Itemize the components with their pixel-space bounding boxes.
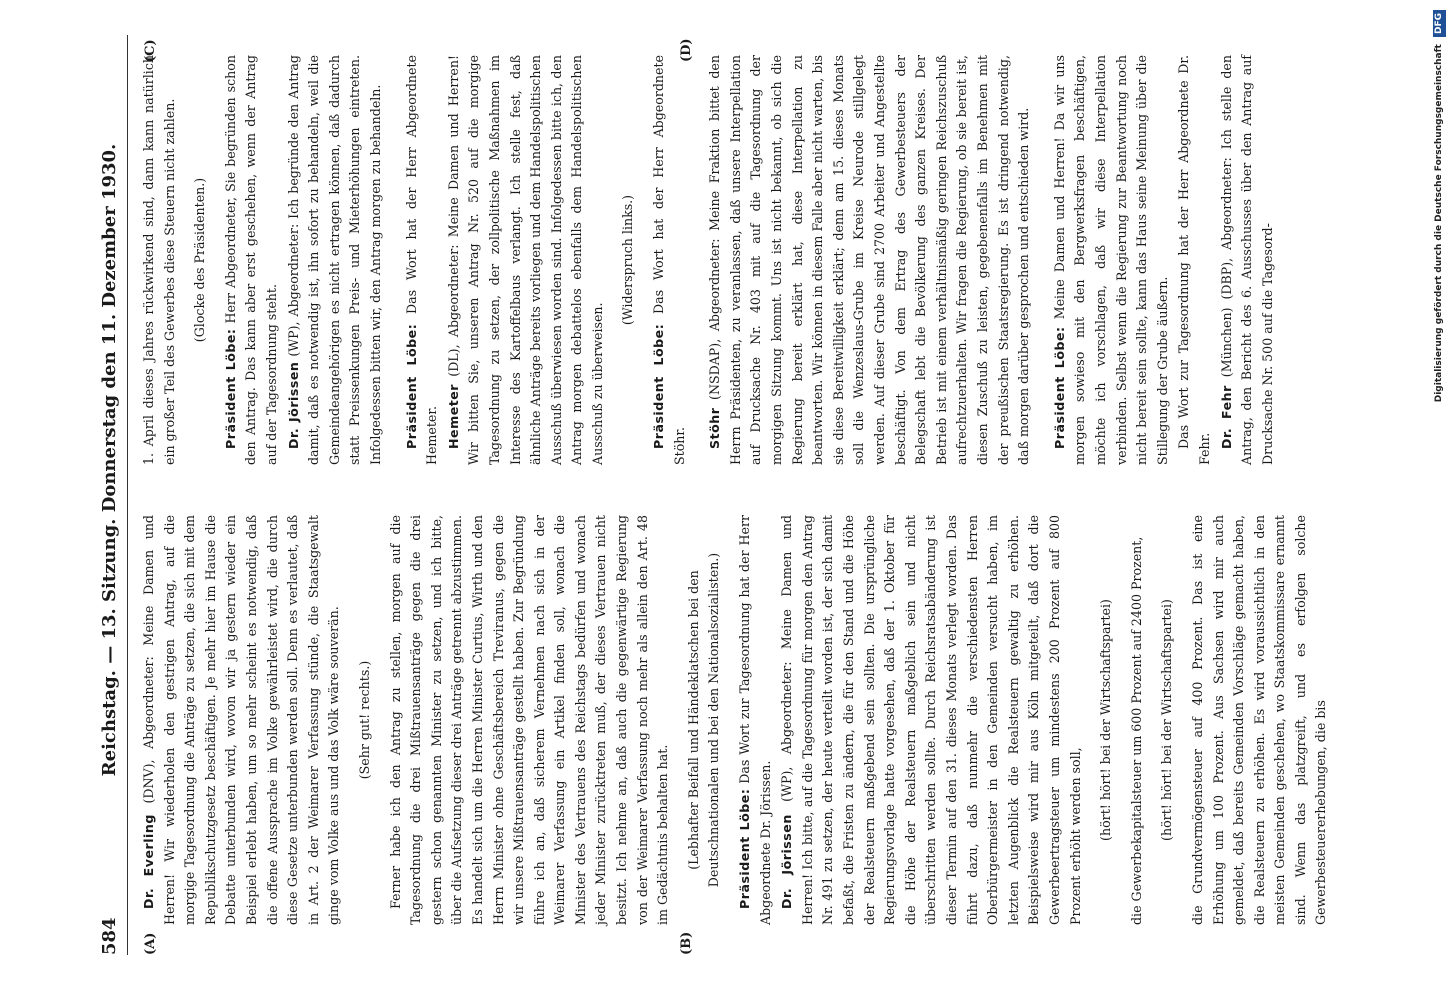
speaker-name: Stöhr [707, 407, 723, 449]
spacer [388, 55, 402, 465]
speaker-name: Dr. Jörissen [285, 361, 301, 449]
spacer [1036, 55, 1050, 465]
margin-marker-c: (C) [143, 39, 158, 62]
margin-marker-b: (B) [679, 931, 694, 955]
speech-president [735, 515, 776, 925]
margin-marker-d: (D) [679, 38, 694, 62]
speech-text: Das Wort zur Tagesordnung hat der Herr Abgeordnete Dr. Jörissen. [737, 515, 773, 925]
speaker-name: Präsident Löbe: [1051, 326, 1067, 449]
speech-president [402, 55, 443, 465]
speech-paragraph: die Gewerbekapitalsteuer um 600 Prozent auf 2400 Prozent, [1128, 536, 1144, 925]
speech-joerissen [777, 515, 1086, 925]
speech-text: Meine Damen und Herren! Da wir uns morgen sowieso mit den Bergwerksfragen beschäftigen, möchte ich vorschlagen, daß wir diese Interpellation verbinden. Selbst wenn die Regierung zur Beantwortung noch nicht bereit sein sollte, kann das Haus seine Meinung über die Stillegung der Grube äußern. [1051, 54, 1170, 465]
speech-text: (München) (DBP), Abgeordneter: Ich stelle den Antrag, den Bericht des 6. Ausschusses über den Antrag auf Drucksache Nr. 500 auf die Tagesord- [1218, 55, 1275, 465]
speech-paragraph: Das Wort zur Tagesordnung hat der Herr Abgeordnete Dr. Fehr. [1176, 55, 1212, 465]
right-column [139, 55, 1319, 465]
speech-president [1050, 55, 1174, 465]
speech-text: Herr Abgeordneter, Sie begründen schon den Antrag. Das kann aber erst geschehen, wenn der Antrag auf der Tagesordnung steht. [222, 55, 279, 465]
speech-text: Das Wort hat der Herr Abgeordnete Stöhr. [651, 55, 687, 465]
speaker-name: Präsident Löbe: [403, 323, 419, 449]
speaker-name: Dr. Everling [141, 814, 156, 909]
stage-direction: (Widerspruch links.) [620, 194, 636, 326]
speech-paragraph: die Grundvermögensteuer auf 400 Prozent. Das ist eine Erhöhung um 100 Prozent. Aus Sachsen wird mir auch gemeldet, daß bereits Gemeinden Vorschläge gemacht haben, die Realsteuern zu erhöhen. Es wird voraussichtlich in den meisten Gemeinden geschehen, wo Staatskommissare ernannt sind. Wenn das platzgreift, und es erfolgen solche Gewerbesteuererhebungen, die bis [1189, 515, 1329, 925]
speech-joerissen [284, 55, 387, 465]
speech-text: (DL), Abgeordneter: Meine Damen und Herren! Wir bitten Sie, unseren Antrag Nr. 520 auf die morgige Tagesordnung zu setzen, der zollpolitische Maßnahmen im Interesse des Kartoffelbaus verlangt. Ich stelle fest, daß ähnliche Anträge bereits vorliegen und dem Handelspolitischen Ausschuß überwiesen worden sind. Infolgedessen bitte ich, den Antrag morgen debattelos ebenfalls dem Handelspolitischen Ausschuß zu überweisen. [445, 55, 605, 465]
stage-direction: (Glocke des Präsidenten.) [192, 177, 208, 343]
speech-paragraph: Ferner habe ich den Antrag zu stellen, morgen auf die Tagesordnung die drei Mißtrauensanträge gegen die drei gestern schon genannten Minister zu setzen, und ich bitte, über die Aufsetzung dieser drei Anträge getrennt abzustimmen. Es handelt sich um die Herren Minister Curtius, Wirth und den Herrn Minister ohne Geschäftsbereich Treviranus, gegen die wir unsere Mißtrauensanträge gestellt haben. Zur Begründung führe ich an, daß sicherem Vernehmen nach sich in der Weimarer Verfassung ein Artikel finden soll, wonach die Minister des Vertrauens des Reichstags bedürfen und wonach jeder Minister zurücktreten muß, der dieses Vertrauen nicht besitzt. Ich nehme an, daß auch die gegenwärtige Regierung von der Weimarer Verfassung noch mehr als allein den Art. 48 im Gedächtnis behalten hat. [387, 515, 671, 925]
speech-paragraph: 1. April dieses Jahres rückwirkend sind, dann kann natürlich ein großer Teil des Gewerbes diese Steuern nicht zahlen. [141, 55, 177, 465]
credit-text: Digitalisierung gefördert durch die Deutsche Forschungsgemeinschaft [1434, 44, 1444, 403]
speech-text: Das Wort hat der Herr Abgeordnete Hemeter. [403, 55, 440, 465]
stage-direction: (Sehr gut! rechts.) [356, 660, 372, 780]
spacer [691, 55, 705, 465]
rotated-page [95, 35, 1345, 955]
speech-text: (WP), Abgeordneter: Ich begründe den Antrag damit, daß es notwendig ist, ihn sofort zu behandeln, weil die Gemeindeangehörigen es nicht ertragen können, daß dadurch statt Preissenkungen Preis- und Mieterhöhungen eintreten. Infolgedessen bitten wir, den Antrag morgen zu behandeln. [285, 55, 383, 465]
speech-everling [139, 515, 345, 925]
dfg-logo: DFG [1433, 10, 1446, 37]
speaker-name: Präsident Löbe: [222, 328, 238, 449]
speaker-name: Dr. Fehr [1218, 385, 1234, 449]
speech-president [649, 55, 690, 465]
speech-fehr [1217, 55, 1279, 465]
margin-marker-a: (A) [143, 932, 158, 955]
speech-hemeter [444, 55, 609, 465]
speech-text: (NSDAP), Abgeordneter: Meine Fraktion bittet den Herrn Präsidenten, zu veranlassen, daß unsere Interpellation auf Drucksache Nr. 403 mit auf die Tagesordnung der morgigen Sitzung kommt. Uns ist nicht bekannt, ob sich die Regierung bereit erklärt hat, diese Interpellation zu beantworten. Wir können in diesem Falle aber nicht warten, bis sie diese Bereitwilligkeit erklärt; denn am 15. dieses Monats soll die Wenzeslaus-Grube im Kreise Neurode stillgelegt werden. Auf dieser Grube sind 2700 Arbeiter und Angestellte beschäftigt. Von dem Ertrag des Gewerbesteuers der Belegschaft lebt die Bevölkerung des ganzen Kreises. Der Betrieb ist mit einem verhältnismäßig geringen Reichszuschuß aufrechtzuerhalten. Wir fragen die Regierung, ob sie bereit ist, diesen Zuschuß zu leisten, gegebenenfalls im Benehmen mit der preußischen Staatsregierung. Es ist dringend notwendig, daß morgen darüber gesprochen und entschieden wird. [707, 55, 1032, 465]
page-header [95, 35, 131, 955]
speech-president [221, 55, 283, 465]
page-number: 584 [99, 917, 120, 955]
digitization-credit [1412, 10, 1444, 990]
speech-stoehr [705, 55, 1035, 465]
speech-text: (WP), Abgeordneter: Meine Damen und Herren! Ich bitte, auf die Tagesordnung für morgen den Antrag Nr. 491 zu setzen, der heute verteilt worden ist, der sich damit befaßt, die Fristen zu ändern, die für den Stand und die Höhe der Realsteuern maßgebend sein sollten. Die ursprüngliche Regierungsvorlage hatte vorgesehen, daß der 1. Oktober für die Höhe der Realsteuern maßgeblich sein und nicht überschritten werden sollte. Durch Reichsratsabänderung ist dieser Termin auf den 31. dieses Monats verlegt worden. Das führt dazu, daß nunmehr die verschiedensten Herren Oberbürgermeister in den Gemeinden versucht haben, im letzten Augenblick die Realsteuern gewaltig zu erhöhen. Beispielsweise wird mir aus Köln mitgeteilt, daß dort die Gewerbeertragsteuer um mindestens 200 Prozent auf 800 Prozent erhöht werden soll, [779, 515, 1083, 925]
speaker-name: Präsident Löbe: [651, 323, 667, 449]
header-rule [127, 35, 128, 955]
speaker-name: Dr. Jörissen [779, 814, 795, 909]
speech-text: (DNV), Abgeordneter: Meine Damen und Herren! Wir wiederholen den gestrigen Antrag, auf die morgige Tagesordnung die Anträge zu setzen, die sich mit dem Republikschutzgesetz beschäftigen. Je mehr hier im Hause die Debatte unterbunden wird, wovon wir ja gestern wieder ein Beispiel erlebt haben, um so mehr scheint es notwendig, daß die offene Aussprache im Volke gewährleistet wird, die durch diese Gesetze unterbunden werden soll. Denn es verlautet, daß in Art. 2 der Weimarer Verfassung stünde, die Staatsgewalt ginge vom Volke aus und das Volk wäre souverän. [141, 515, 342, 925]
left-column [139, 515, 1329, 925]
credit-text-rotated [1430, 10, 1448, 990]
speaker-name: Präsident Löbe: [737, 788, 753, 909]
running-title: Reichstag. — 13. Sitzung. Donnerstag den 11. Dezember 1930. [99, 143, 120, 777]
stage-direction: (hört! hört! bei der Wirtschaftspartei) [1159, 599, 1175, 841]
speaker-name: Hemeter [445, 383, 461, 449]
stage-direction: (hört! hört! bei der Wirtschaftspartei) [1098, 599, 1114, 841]
stage-direction: (Lebhafter Beifall und Händeklatschen bei den Deutschnationalen und bei den Nationalsozialisten.) [685, 552, 722, 888]
